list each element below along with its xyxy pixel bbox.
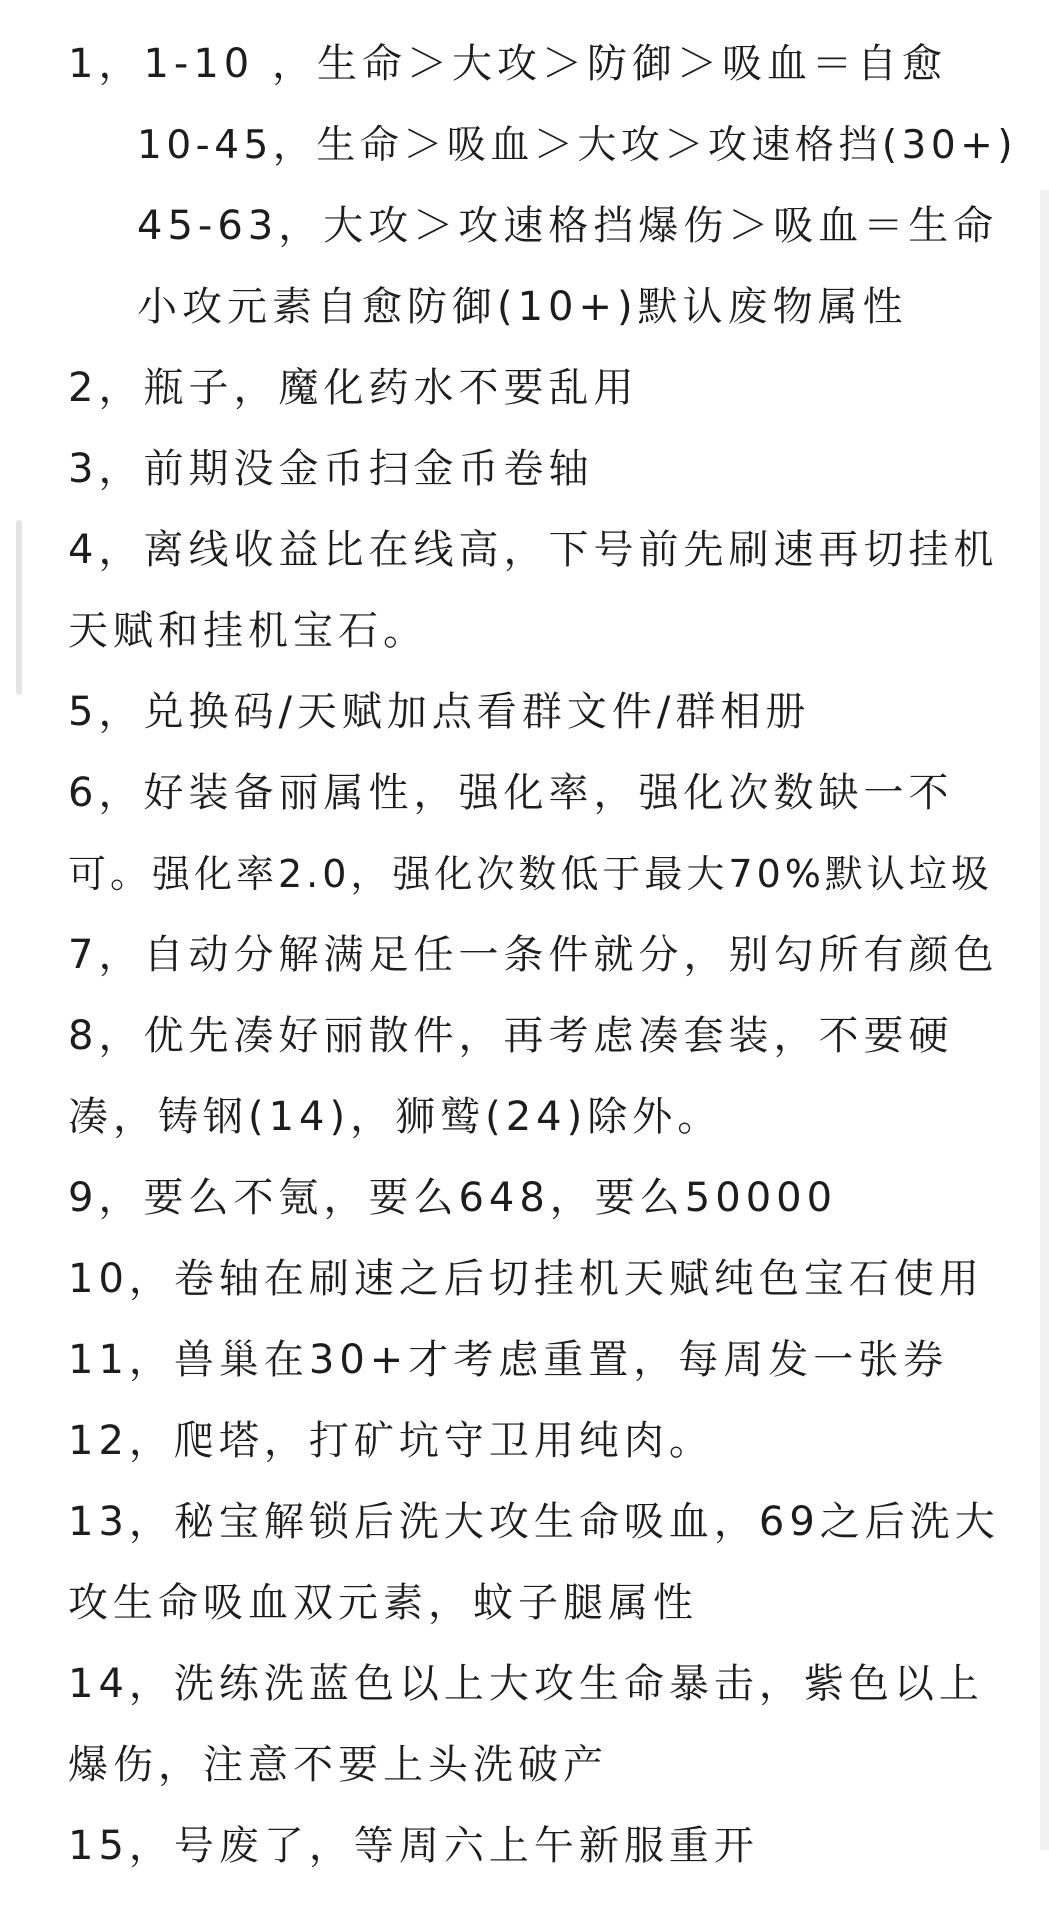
note-line-14: 凑，铸钢(14)，狮鹫(24)除外。 bbox=[68, 1094, 723, 1140]
note-line-18: 12，爬塔，打矿坑守卫用纯肉。 bbox=[68, 1418, 714, 1464]
note-line-12: 7，自动分解满足任一条件就分，别勾所有颜色 bbox=[68, 932, 999, 978]
note-line-7: 4，离线收益比在线高，下号前先刷速再切挂机 bbox=[68, 527, 999, 573]
note-line-1: 1，1-10 ，生命＞大攻＞防御＞吸血＝自愈 bbox=[68, 41, 947, 87]
left-scroll-indicator[interactable] bbox=[16, 520, 22, 695]
note-line-17: 11，兽巢在30+才考虑重置，每周发一张券 bbox=[68, 1337, 949, 1383]
right-scrollbar[interactable] bbox=[1040, 190, 1049, 1850]
note-line-23: 15，号废了，等周六上午新服重开 bbox=[68, 1823, 759, 1869]
note-line-2: 10-45，生命＞吸血＞大攻＞攻速格挡(30+) bbox=[137, 123, 1018, 168]
note-line-21: 14，洗练洗蓝色以上大攻生命暴击，紫色以上 bbox=[68, 1661, 984, 1707]
note-line-13: 8，优先凑好丽散件，再考虑凑套装，不要硬 bbox=[68, 1013, 954, 1059]
note-line-11: 可。强化率2.0，强化次数低于最大70%默认垃圾 bbox=[68, 852, 993, 896]
note-line-6: 3，前期没金币扫金币卷轴 bbox=[68, 446, 594, 492]
note-line-4: 小攻元素自愈防御(10+)默认废物属性 bbox=[137, 284, 908, 330]
note-line-20: 攻生命吸血双元素，蚊子腿属性 bbox=[68, 1580, 698, 1626]
note-line-22: 爆伤，注意不要上头洗破产 bbox=[68, 1742, 608, 1788]
note-line-9: 5，兑换码/天赋加点看群文件/群相册 bbox=[68, 689, 811, 735]
note-line-16: 10，卷轴在刷速之后切挂机天赋纯色宝石使用 bbox=[68, 1256, 984, 1302]
note-line-10: 6，好装备丽属性，强化率，强化次数缺一不 bbox=[68, 770, 954, 816]
note-line-3: 45-63，大攻＞攻速格挡爆伤＞吸血＝生命 bbox=[137, 203, 999, 249]
note-line-19: 13，秘宝解锁后洗大攻生命吸血，69之后洗大 bbox=[68, 1499, 1000, 1545]
note-line-5: 2，瓶子，魔化药水不要乱用 bbox=[68, 365, 639, 411]
note-line-8: 天赋和挂机宝石。 bbox=[68, 608, 428, 654]
note-line-15: 9，要么不氪，要么648，要么50000 bbox=[68, 1175, 838, 1221]
